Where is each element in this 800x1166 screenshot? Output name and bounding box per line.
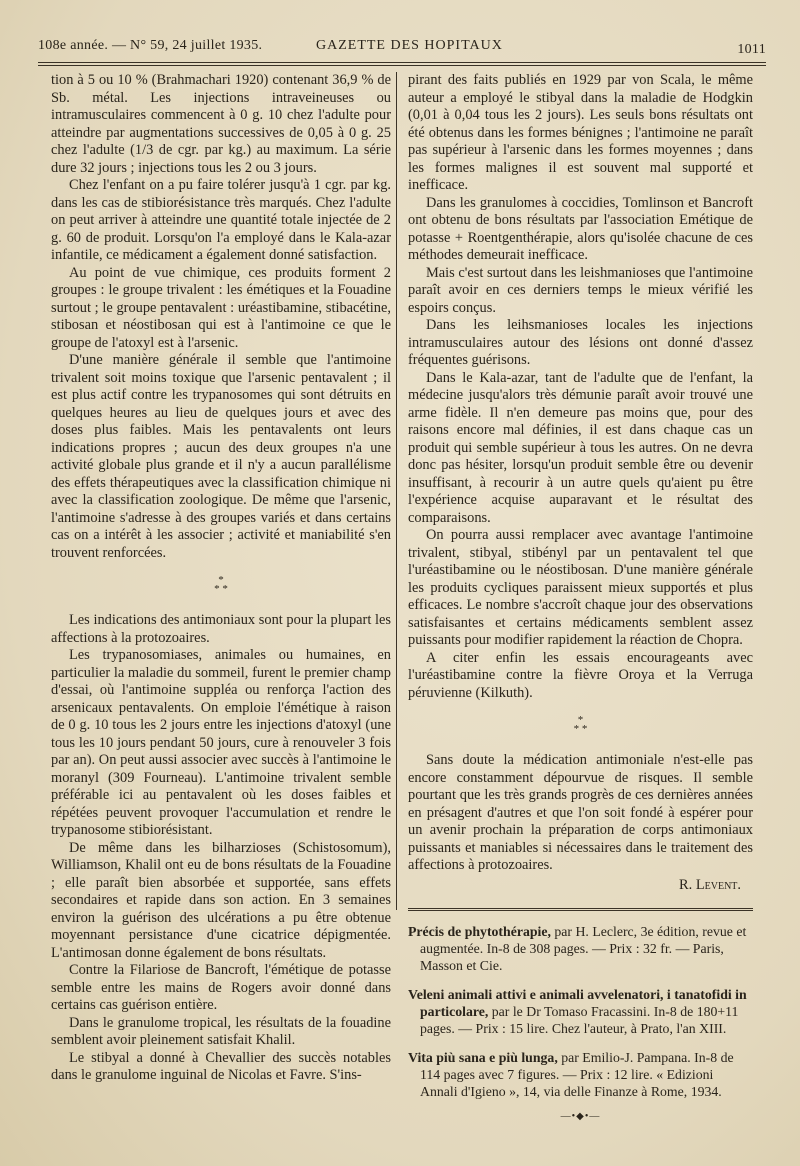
page-header xyxy=(38,38,766,60)
bibliography-entry xyxy=(408,923,753,974)
journal-title: GAZETTE DES HOPITAUX xyxy=(316,38,503,53)
book-title: Veleni animali attivi e animali avvelenatori, i tanatofidi in particolare, xyxy=(408,987,747,1019)
page-number: 1011 xyxy=(737,42,766,57)
paragraph: D'une manière générale il semble que l'antimoine trivalent soit moins toxique que l'arsenic pentavalent ; il est plus actif contre les trypanosomes qui sont détruits en quelques heures au lieu de quelques jours et avec des doses plus faibles. Mais les pentavalents ont leurs indications propres ; aucun des deux groupes n'a une activité globale plus grande et il n'y a aucun parallélisme des effets thérapeutiques avec la classification chimique ni avec la classification zoologique. De même que l'arsenic, l'antimoine s'adresse à des groupes variés et dans certains cas on a intérêt à les associer ; activité et maniabilité s'en trouvent renforcées. xyxy=(51,352,391,561)
paragraph: Contre la Filariose de Bancroft, l'émétique de potasse semble entre les mains de Rogers avoir donné dans certains cas guérison entière. xyxy=(51,962,391,1013)
issue-info: 108e année. — N° 59, 24 juillet 1935. xyxy=(38,38,263,53)
paragraph: On pourra aussi remplacer avec avantage l'antimoine trivalent, stibyal, stibényl par un pentavalent tel que l'uréastibamine ou le néostibosan. D'une manière générale les produits cycliques paraissent mieux supportés et plus efficaces. Le nombre s'accroît chaque jour des observations satisfaisantes et certains médicaments semblent assez puissants pour modifier rapidement la réaction de Chopra. xyxy=(408,527,753,648)
book-details: par le Dr Tomaso Fracassini. In-8 de 180+11 pages. — Prix : 15 lire. Chez l'auteur, à Prato, l'an XIII. xyxy=(420,1004,739,1036)
paragraph: Chez l'enfant on a pu faire tolérer jusqu'à 1 cgr. par kg. dans les cas de stibiorésistance très marqués. Chez l'adulte on peut arriver à atteindre une quantité totale injectée de 2 g. 60 de produit. Lorsqu'on l'a employé dans le Kala-azar infantile, ce médicament a également donné satisfaction. xyxy=(51,177,391,263)
paragraph: Dans le granulome tropical, les résultats de la fouadine semblent avoir pleinement satisfait Khalil. xyxy=(51,1014,391,1048)
bibliography-rule-double xyxy=(408,910,753,911)
paragraph: tion à 5 ou 10 % (Brahmachari 1920) contenant 36,9 % de Sb. métal. Les injections intraveineuses ou intramusculaires commencent à 0 g. 10 chez l'adulte pour atteindre par augmentations successives de 0,05 à 0 g. 25 chez l'adulte (1/3 de cgr. par kg.) au maximum. La série dure 32 jours ; injections tous les 2 ou 3 jours. xyxy=(51,72,391,176)
header-rule-double xyxy=(38,65,766,66)
paragraph: Le stibyal a donné à Chevallier des succès notables dans le granulome inguinal de Nicolas et Favre. S'ins- xyxy=(51,1049,391,1083)
paragraph: Au point de vue chimique, ces produits forment 2 groupes : le groupe trivalent : les émétiques et la Fouadine surtout ; le groupe pentavalent : uréastibamine, stibacétine, stibosan et néostibosan qui est à l'antimoine ce que le groupe de l'atoxyl est à l'arsenic. xyxy=(51,264,391,351)
paragraph: Mais c'est surtout dans les leishmanioses que l'antimoine paraît avoir en ces derniers temps le mieux vérifié les espoirs conçus. xyxy=(408,264,753,316)
paragraph: pirant des faits publiés en 1929 par von Scala, le même auteur a employé le stibyal dans la maladie de Hodgkin (0,01 à 0,04 tous les 2 jours). Les seuls bons résultats ont été obtenus dans les formes bénignes ; l'antimoine ne paraît pas supérieur à l'arsenic dans les formes moyennes ; dans les formes malignes il est souvent mal supporté et inefficace. xyxy=(408,72,753,193)
paragraph: Dans le Kala-azar, tant de l'adulte que de l'enfant, la médecine jusqu'alors très démunie paraît avoir trouvé une arme fidèle. Il n'en demeure pas moins que, pour des raisons encore mal définies, il est dans chaque cas un produit qui semble supérieur à tous les autres. On ne devra donc pas hésiter, lorsqu'un produit semble être ou devenir insuffisant, à recourir à un autre quels qu'aient pu être l'expérience acquise auparavant et le résultat des comparaisons. xyxy=(408,369,753,526)
paragraph: De même dans les bilharzioses (Schistosomum), Williamson, Khalil ont eu de bons résultats de la Fouadine ; elle paraît bien absorbée et supportée, sans effets secondaires et rapide dans son action. En 3 semaines environ la guérison des ulcérations a pu être obtenue moyennant persistance d'une cicatrice dépigmentée. L'antimosan donne également de bons résultats. xyxy=(51,839,391,961)
right-column xyxy=(408,72,753,1126)
book-details: par H. Leclerc, 3e édition, revue et augmentée. In-8 de 308 pages. — Prix : 32 fr. — Paris, Masson et Cie. xyxy=(420,924,747,973)
book-title: Vita più sana e più lunga, xyxy=(408,1050,558,1065)
section-asterism: * * * xyxy=(214,574,228,595)
section-asterism: * * * xyxy=(573,714,588,735)
end-ornament: —•◆•— xyxy=(560,1111,601,1122)
book-details: par Emilio-J. Pampana. In-8 de 114 pages avec 7 figures. — Prix : 12 lire. « Edizioni Annali d'Igieno », 14, via delle Finanze à Rome, 1934. xyxy=(420,1050,734,1099)
paragraph: Dans les leihsmanioses locales les injections intramusculaires autour des lésions ont donné d'assez fréquentes guérisons. xyxy=(408,317,753,368)
header-rule xyxy=(38,62,766,63)
paragraph: Sans doute la médication antimoniale n'est-elle pas encore constamment dépourvue de risques. Il semble pourtant que les très grands progrès de ces dernières années en présagent d'autres et que l'on soit fondé à espérer pour un avenir prochain la préparation de corps antimoniaux puissants et maniables si nécessaires dans le traitement des affections à protozoaires. xyxy=(408,752,753,873)
bibliography-entry xyxy=(408,986,753,1037)
left-column xyxy=(51,72,391,1085)
paragraph: Les indications des antimoniaux sont pour la plupart les affections à la protozoaires. xyxy=(51,612,391,646)
column-divider xyxy=(396,72,397,910)
author-signature: R. Levent. xyxy=(679,876,741,893)
book-title: Précis de phytothérapie, xyxy=(408,924,551,939)
bibliography-entry xyxy=(408,1049,753,1100)
paragraph: Les trypanosomiases, animales ou humaines, en particulier la maladie du sommeil, furent le premier champ d'essai, où l'antimoine suppléa ou renforça l'action des arsenicaux pentavalents. On emploie l'émétique à raison de 0 g. 10 tous les 2 jours entre les injections d'atoxyl (une tous les 10 jours pendant 50 jours, cure à renouveler 3 fois par an). On peut aussi associer avec succès à l'antimoine le moranyl (309 Fourneau). L'antimoine trivalent semble préférable ici au pentavalent où les doses faibles et répétées peuvent provoquer l'accumulation et rendre le trypanosome stibiorésistant. xyxy=(51,647,391,838)
paragraph: A citer enfin les essais encourageants avec l'uréastibamine contre la fièvre Oroya et la Verruga péruvienne (Kilkuth). xyxy=(408,649,753,701)
paragraph: Dans les granulomes à coccidies, Tomlinson et Bancroft ont obtenu de bons résultats par l'association Emétique de potasse + Roentgenthérapie, alors qu'isolée chacune de ces méthodes demeurait inefficace. xyxy=(408,194,753,263)
bibliography-rule xyxy=(408,908,753,909)
